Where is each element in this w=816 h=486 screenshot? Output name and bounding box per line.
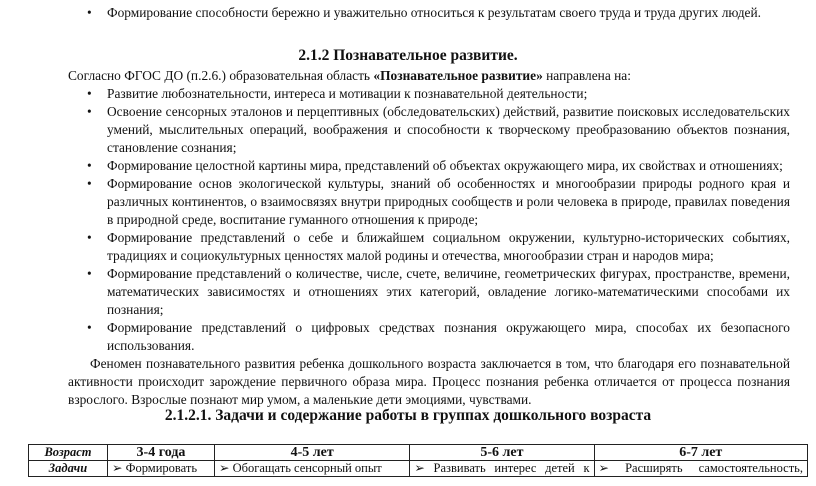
list-item [87, 4, 790, 22]
list-item [87, 157, 790, 175]
task-cell [108, 461, 215, 477]
task-text: Формировать [125, 461, 198, 475]
list-item-text: Формирование представлений о количестве, числе, счете, величине, геометрических фигурах, пространстве, времени, математических зависимостях и отношениях этих категорий, овладение логико-математическими способами их познания; [107, 266, 790, 317]
body-paragraph: Феномен познавательного развития ребенка дошкольного возраста заключается в том, что благодаря его познавательной активности происходит зарождение первичного образа мира. Процесс познания ребенка отличается от процесса познания взрослого. Взрослые познают мир умом, а маленькие дети эмоциями, чувствами. [68, 356, 790, 407]
subsection-title: 2.1.2.1. Задачи и содержание работы в группах дошкольного возраста [164, 407, 652, 424]
bullet-icon: • [87, 266, 92, 281]
list-item-text: Освоение сенсорных эталонов и перцептивных (обследовательских) действий, развитие поисковых исследовательских умений, мыслительных операций, воображения и способности к творческому преобразованию объектов познания, становление сознания; [107, 104, 790, 155]
age-header: 5-6 лет [410, 445, 594, 461]
list-item [87, 103, 790, 157]
bullet-icon: • [87, 176, 92, 191]
intro-text: Согласно ФГОС ДО (п.2.6.) образовательная область [68, 68, 374, 83]
bullet-icon: • [87, 320, 92, 335]
bullet-icon: • [87, 158, 92, 173]
task-text: Расширять самостоятельность, [625, 461, 804, 475]
list-item-text: Формирование основ экологической культуры, знаний об особенностях и многообразии природы родного края и различных континентов, о взаимосвязях внутри природных сообществ и роли человека в природе, правилах поведения в природной среде, воспитание гуманного отношения к природе; [107, 176, 790, 227]
task-text: Обогащать сенсорный опыт [232, 461, 382, 475]
age-header: 6-7 лет [594, 445, 807, 461]
task-cell [410, 461, 594, 477]
arrow-icon: ➢ [218, 461, 230, 475]
age-header: 4-5 лет [214, 445, 409, 461]
list-item-text: Формирование представлений о себе и ближайшем социальном окружении, культурно-исторических событиях, традициях и социокультурных ценностях малой родины и отечества, многообразии стран и народов мира; [107, 230, 790, 263]
arrow-icon: ➢ [598, 461, 609, 475]
bullet-icon: • [87, 5, 92, 20]
intro-paragraph [68, 67, 790, 85]
table-row [29, 461, 808, 477]
section-title: 2.1.2 Познавательное развитие. [298, 47, 518, 64]
list-item-text: Развитие любознательности, интереса и мотивации к познавательной деятельности; [107, 86, 588, 101]
age-header: 3-4 года [108, 445, 215, 461]
list-item-text: Формирование целостной картины мира, представлений об объектах окружающего мира, их свойствах и отношениях; [107, 158, 783, 173]
task-cell [214, 461, 409, 477]
list-item [87, 85, 790, 103]
intro-text-end: направлена на: [542, 68, 631, 83]
list-item-text: Формирование представлений о цифровых средствах познания окружающего мира, способах их безопасного использования. [107, 320, 790, 353]
list-item [87, 175, 790, 229]
bullet-icon: • [87, 230, 92, 245]
list-item [87, 229, 790, 265]
tasks-table [28, 444, 808, 477]
bullet-icon: • [87, 104, 92, 119]
bullet-icon: • [87, 86, 92, 101]
list-item [87, 265, 790, 319]
table-row [29, 445, 808, 461]
intro-bold: «Познавательное развитие» [373, 68, 543, 83]
list-item [87, 319, 790, 355]
list-item-text: Формирование способности бережно и уважительно относиться к результатам своего труда и труда других людей. [107, 5, 761, 20]
task-text: Развивать интерес детей к [433, 461, 590, 475]
arrow-icon: ➢ [414, 461, 425, 475]
row-label: Задачи [29, 461, 108, 477]
task-cell [594, 461, 807, 477]
arrow-icon: ➢ [112, 461, 123, 475]
row-label: Возраст [29, 445, 108, 461]
